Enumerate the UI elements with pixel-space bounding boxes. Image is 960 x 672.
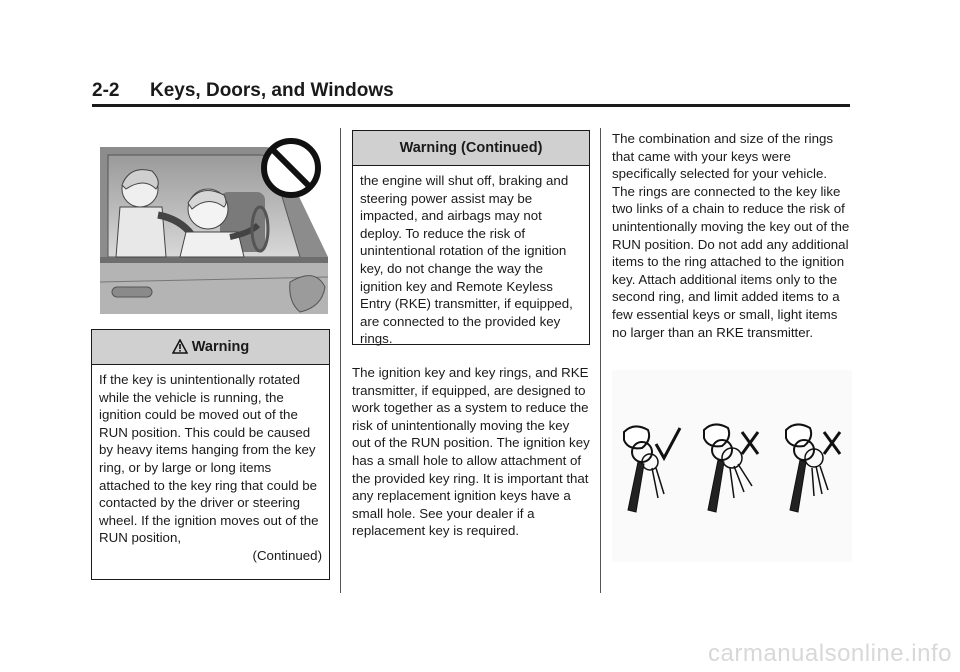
page-number: 2-2 xyxy=(92,80,120,101)
key-ring-illustration xyxy=(612,370,852,562)
warning-triangle-icon xyxy=(172,333,188,367)
warning-continued-header: Warning (Continued) xyxy=(353,131,589,166)
warning-continued-body: the engine will shut off, braking and steering power assist may be impacted, and airbags may not deploy. To reduce the risk of unintentional rotation of the ignition key, do not change the way the ignition key and Remote Keyless Entry (RKE) transmitter, if equipped, are connected to the provided key rings. xyxy=(360,173,573,347)
warning-title: Warning xyxy=(191,339,250,355)
watermark: carmanualsonline.info xyxy=(708,640,952,667)
key-system-paragraph: The ignition key and key rings, and RKE transmitter, if equipped, are designed to work together as a system to reduce the risk of unintentionally moving the key out of the RUN position. The ignition key has a small hole to allow attachment of the provided key ring. It is important that any replacement ignition keys have a small hole. See your dealer if a replacement key is required. xyxy=(352,365,590,539)
column-divider-right xyxy=(600,128,601,593)
key-rings-paragraph: The combination and size of the rings that came with your keys were specifically selected for your vehicle. The rings are connected to the key like two links of a chain to reduce the risk of unintentionally moving the key out of the RUN position. Do not add any additional items to the ring attached to the ignition key. Attach additional items only to the second ring, and limit added items to a few essential keys or small, light items no larger than an RKE transmitter. xyxy=(612,131,850,340)
no-symbol-icon xyxy=(260,137,322,199)
warning-continued-box xyxy=(352,130,590,345)
continued-label: (Continued) xyxy=(252,547,322,563)
warning-body xyxy=(92,365,329,565)
warning-box xyxy=(91,329,330,580)
warning-text: If the key is unintentionally rotated while the vehicle is running, the ignition could be moved out of the RUN position. This could be caused by heavy items hanging from the key ring, or by large or long items attached to the key ring that could be contacted by the driver or steering wheel. If the ignition moves out of the RUN position, xyxy=(99,372,319,546)
column-divider-left xyxy=(340,128,341,593)
children-in-car-illustration xyxy=(100,137,328,314)
header-rule xyxy=(92,104,850,107)
warning-header xyxy=(92,330,329,365)
section-title: Keys, Doors, and Windows xyxy=(150,80,394,101)
